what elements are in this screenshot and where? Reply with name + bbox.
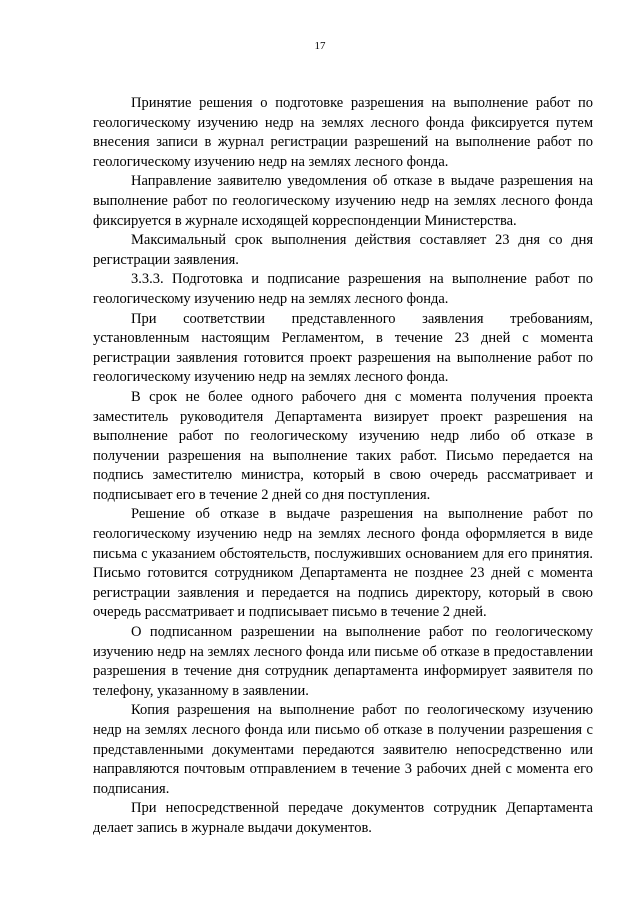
page-number: 17 — [314, 40, 326, 52]
document-body — [93, 94, 593, 839]
paragraph-permit-preparation: При соответствии представленного заявления требованиям, установленным настоящим Регламентом, в течение 23 дней с момента регистрации заявления готовится проект разрешения на выполнение работ по геологическому изучению недр на землях лесного фонда. — [93, 310, 593, 386]
paragraph-refusal-decision: Решение об отказе в выдаче разрешения на выполнение работ по геологическому изучению недр на землях лесного фонда оформляется в виде письма с указанием обстоятельств, послуживших основанием для его принятия. Письмо готовится сотрудником Департамента не позднее 23 дней с момента регистрации заявления и передается на подпись директору, который в свою очередь рассматривает и подписывает письмо в течение 2 дней. — [93, 506, 593, 621]
paragraph-applicant-informed: О подписанном разрешении на выполнение работ по геологическому изучению недр на землях лесного фонда или письме об отказе в предоставлении разрешения в течение дня сотрудник департамента информирует заявителя по телефону, указанному в заявлении. — [93, 624, 593, 699]
paragraph-section-heading: 3.3.3. Подготовка и подписание разрешения на выполнение работ по геологическому изучению недр на землях лесного фонда. — [93, 271, 593, 307]
paragraph-refusal-notification: Направление заявителю уведомления об отказе в выдаче разрешения на выполнение работ по геологическому изучению недр на землях лесного фонда фиксируется в журнале исходящей корреспонденции Министерства. — [93, 173, 593, 229]
paragraph-decision-registration: Принятие решения о подготовке разрешения на выполнение работ по геологическому изучению недр на землях лесного фонда фиксируется путем внесения записи в журнал регистрации разрешений на выполнение работ по геологическому изучению недр на землях лесного фонда. — [93, 95, 593, 170]
paragraph-max-term: Максимальный срок выполнения действия составляет 23 дня со дня регистрации заявления. — [93, 232, 593, 268]
paragraph-copy-transfer: Копия разрешения на выполнение работ по геологическому изучению недр на землях лесного фонда или письмо об отказе в получении разрешения с представленными документами передаются заявителю непосредственно или направляются почтовым отправлением в течение 3 рабочих дней с момента его подписания. — [93, 702, 593, 797]
paragraph-journal-record: При непосредственной передаче документов сотрудник Департамента делает запись в журнале выдачи документов. — [93, 800, 593, 836]
paragraph-deputy-review: В срок не более одного рабочего дня с момента получения проекта заместитель руководителя Департамента визирует проект разрешения на выполнение работ по геологическому изучению недр либо об отказе в получении разрешения на выполнение таких работ. Письмо передается на подпись заместителю министра, который в свою очередь рассматривает и подписывает его в течение 2 дней со дня поступления. — [93, 388, 593, 503]
